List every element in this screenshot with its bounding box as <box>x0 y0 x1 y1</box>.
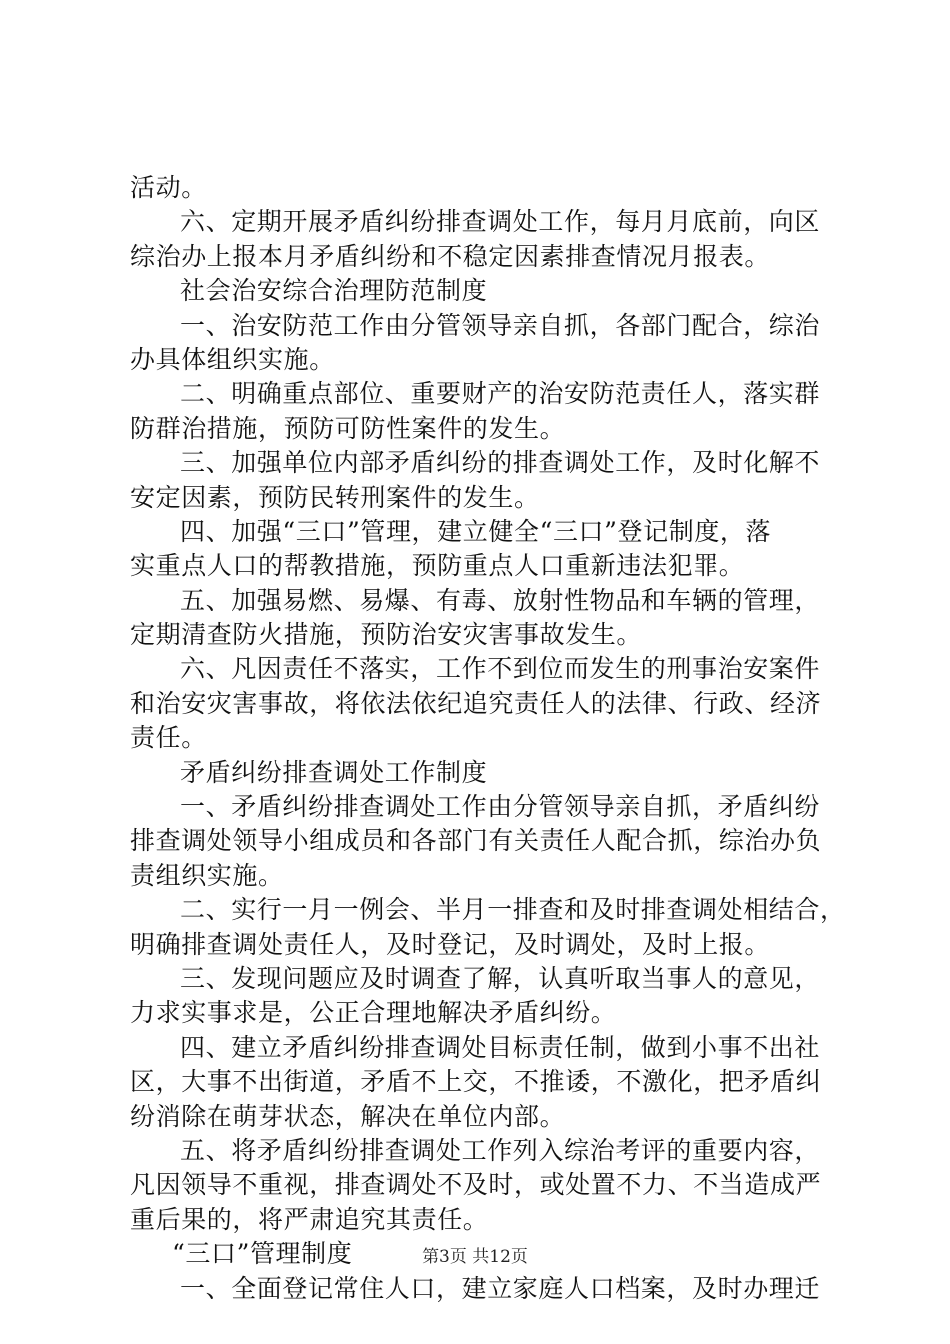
paragraph-line: 综治办上报本月矛盾纠纷和不稳定因素排查情况月报表。 <box>130 241 771 271</box>
paragraph-line: 二、实行一月一例会、半月一排查和及时排查调处相结合， <box>180 895 846 925</box>
paragraph-line: 活动。 <box>130 173 207 202</box>
paragraph-line: 六、定期开展矛盾纠纷排查调处工作，每月月底前，向区 <box>180 207 821 237</box>
section-heading: “三口”管理制度 <box>172 1239 353 1269</box>
paragraph-line: 四、建立矛盾纠纷排查调处目标责任制，做到小事不出社 <box>180 1032 821 1062</box>
paragraph-line: 和治安灾害事故，将依法依纪追究责任人的法律、行政、经济 <box>130 688 822 718</box>
paragraph-line: 三、发现问题应及时调查了解，认真听取当事人的意见， <box>180 963 821 993</box>
paragraph-line: 五、将矛盾纠纷排查调处工作列入综治考评的重要内容， <box>180 1135 821 1165</box>
section-heading: 矛盾纠纷排查调处工作制度 <box>180 757 488 787</box>
paragraph-line: 排查调处领导小组成员和各部门有关责任人配合抓，综治办负 <box>130 826 822 856</box>
paragraph-line: 力求实事求是，公正合理地解决矛盾纠纷。 <box>130 998 617 1028</box>
section-heading: 社会治安综合治理防范制度 <box>180 276 488 306</box>
paragraph-line: 责任。 <box>130 723 207 753</box>
paragraph-line: 办具体组织实施。 <box>130 344 335 374</box>
paragraph-line: 明确排查调处责任人，及时登记，及时调处，及时上报。 <box>130 929 771 959</box>
page-number: 第3页 共12页 <box>422 1247 528 1267</box>
paragraph-line: 防群治措施，预防可防性案件的发生。 <box>130 413 566 443</box>
paragraph-line: 凡因领导不重视，排查调处不及时，或处置不力、不当造成严 <box>130 1170 822 1200</box>
paragraph-line: 重后果的，将严肃追究其责任。 <box>130 1204 489 1234</box>
paragraph-line: 定期清查防火措施，预防治安灾害事故发生。 <box>130 620 643 650</box>
paragraph-line: 责组织实施。 <box>130 860 284 890</box>
document-body <box>130 171 846 1306</box>
paragraph-line: 安定因素，预防民转刑案件的发生。 <box>130 482 540 512</box>
paragraph-line: 实重点人口的帮教措施，预防重点人口重新违法犯罪。 <box>130 551 745 581</box>
paragraph-line: 四、加强“三口”管理，建立健全“三口”登记制度，落 <box>180 516 772 546</box>
paragraph-line: 一、治安防范工作由分管领导亲自抓，各部门配合，综治 <box>180 310 821 340</box>
paragraph-line: 三、加强单位内部矛盾纠纷的排查调处工作，及时化解不 <box>180 448 821 478</box>
paragraph-line: 一、矛盾纠纷排查调处工作由分管领导亲自抓，矛盾纠纷 <box>180 792 821 822</box>
paragraph-line: 一、全面登记常住人口，建立家庭人口档案，及时办理迁 <box>180 1273 821 1303</box>
paragraph-line: 二、明确重点部位、重要财产的治安防范责任人，落实群 <box>180 379 821 409</box>
paragraph-line: 六、凡因责任不落实，工作不到位而发生的刑事治安案件 <box>180 654 821 684</box>
paragraph-line: 五、加强易燃、易爆、有毒、放射性物品和车辆的管理， <box>180 585 821 615</box>
paragraph-line: 区，大事不出街道，矛盾不上交，不推诿，不激化，把矛盾纠 <box>130 1067 822 1097</box>
paragraph-line: 纷消除在萌芽状态，解决在单位内部。 <box>130 1101 566 1131</box>
